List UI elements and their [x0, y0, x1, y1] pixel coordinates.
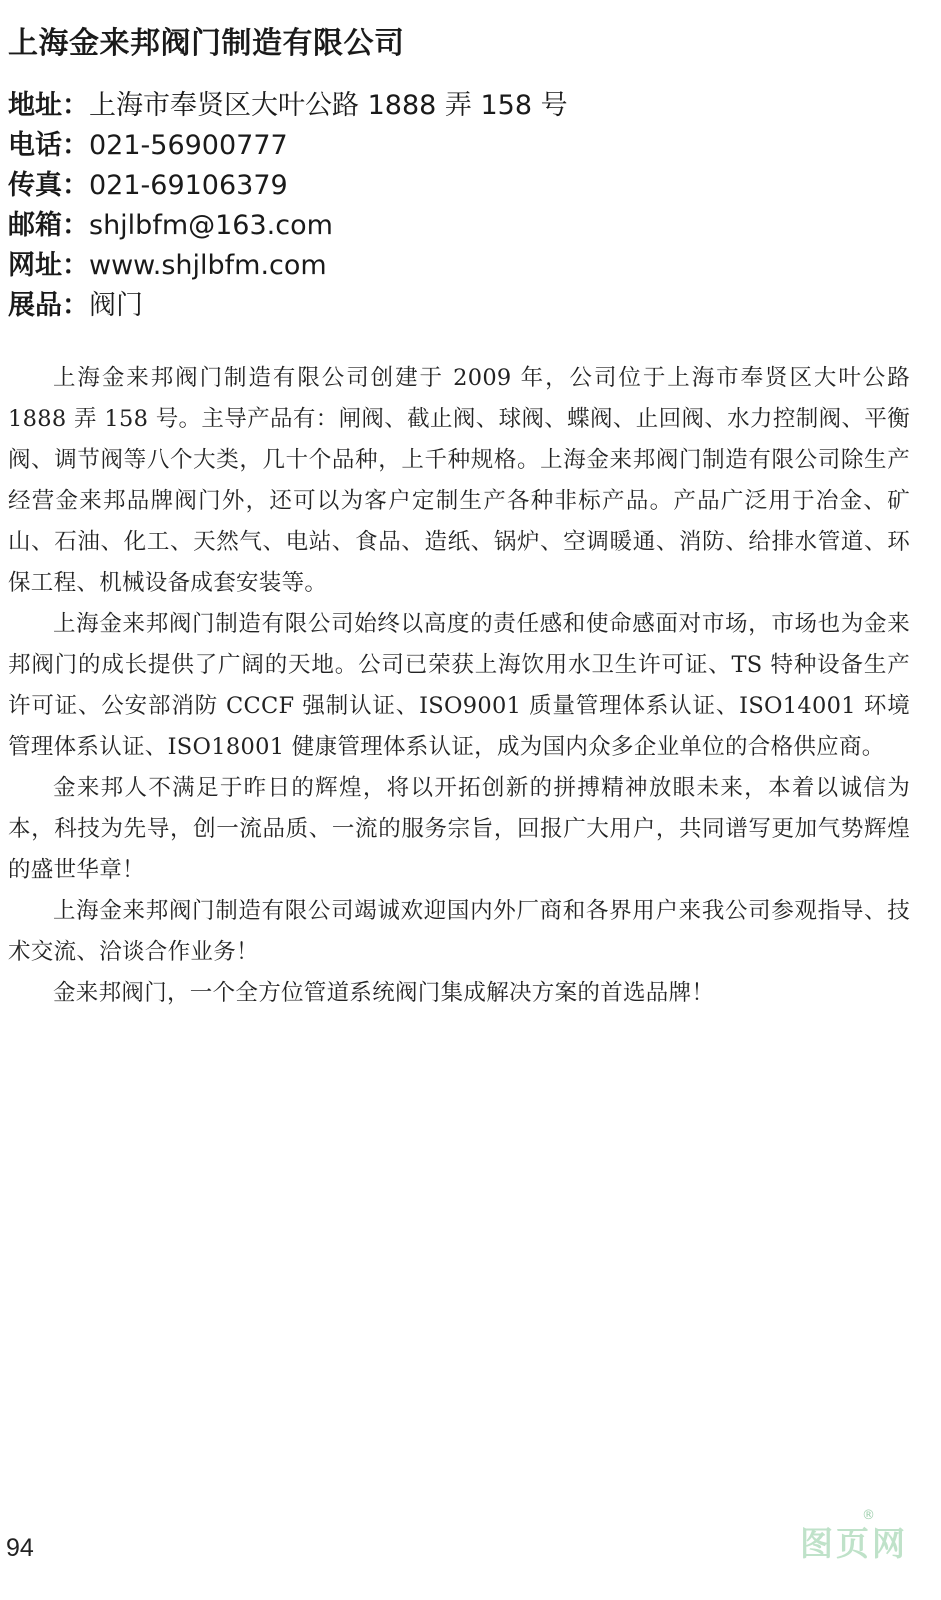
- intro-paragraph-slogan: 金来邦阀门，一个全方位管道系统阀门集成解决方案的首选品牌！: [53, 980, 715, 1006]
- intro-paragraph-welcome: 上海金来邦阀门制造有限公司竭诚欢迎国内外厂商和各界用户来我公司参观指导、技术交流、洽谈合作业务！: [8, 898, 910, 965]
- watermark-text: 图页网: [800, 1524, 908, 1563]
- company-title: 上海金来邦阀门制造有限公司: [8, 26, 405, 62]
- intro-paragraph-certifications: 上海金来邦阀门制造有限公司始终以高度的责任感和使命感面对市场，市场也为金来邦阀门的成长提供了广阔的天地。公司已荣获上海饮用水卫生许可证、TS 特种设备生产许可证、公安部消防 CCCF 强制认证、ISO9001 质量管理体系认证、ISO14001 环境管理体系认证、ISO18001 健康管理体系认证，成为国内众多企业单位的合格供应商。: [8, 611, 910, 760]
- page-number: 94: [6, 1534, 34, 1562]
- email-label: 邮箱：: [8, 210, 89, 241]
- website-label: 网址：: [8, 250, 89, 281]
- intro-paragraph-vision: 金来邦人不满足于昨日的辉煌，将以开拓创新的拼搏精神放眼未来，本着以诚信为本，科技为先导，创一流品质、一流的服务宗旨，回报广大用户，共同谱写更加气势辉煌的盛世华章！: [8, 775, 910, 883]
- contact-list: [8, 86, 568, 326]
- contact-email: [8, 206, 568, 246]
- contact-exhibits: [8, 286, 568, 326]
- exhibits-value: 阀门: [89, 290, 143, 321]
- contact-phone: [8, 126, 568, 166]
- intro-paragraph-history: 上海金来邦阀门制造有限公司创建于 2009 年，公司位于上海市奉贤区大叶公路 1888 弄 158 号。主导产品有：闸阀、截止阀、球阀、蝶阀、止回阀、水力控制阀、平衡阀、调节阀等八个大类，几十个品种，上千种规格。上海金来邦阀门制造有限公司除生产经营金来邦品牌阀门外，还可以为客户定制生产各种非标产品。产品广泛用于冶金、矿山、石油、化工、天然气、电站、食品、造纸、锅炉、空调暖通、消防、给排水管道、环保工程、机械设备成套安装等。: [8, 365, 910, 596]
- fax-value: 021-69106379: [89, 170, 288, 201]
- exhibits-label: 展品：: [8, 290, 89, 321]
- contact-address: [8, 86, 568, 126]
- watermark-logo: [800, 1508, 910, 1568]
- registered-mark: ®: [862, 1508, 875, 1523]
- address-label: 地址：: [8, 90, 89, 121]
- phone-value: 021-56900777: [89, 130, 288, 161]
- fax-label: 传真：: [8, 170, 89, 201]
- phone-label: 电话：: [8, 130, 89, 161]
- website-value: www.shjlbfm.com: [89, 250, 327, 281]
- email-value: shjlbfm@163.com: [89, 210, 333, 241]
- company-introduction: [8, 358, 910, 1014]
- address-value: 上海市奉贤区大叶公路 1888 弄 158 号: [89, 90, 568, 121]
- contact-website: [8, 246, 568, 286]
- contact-fax: [8, 166, 568, 206]
